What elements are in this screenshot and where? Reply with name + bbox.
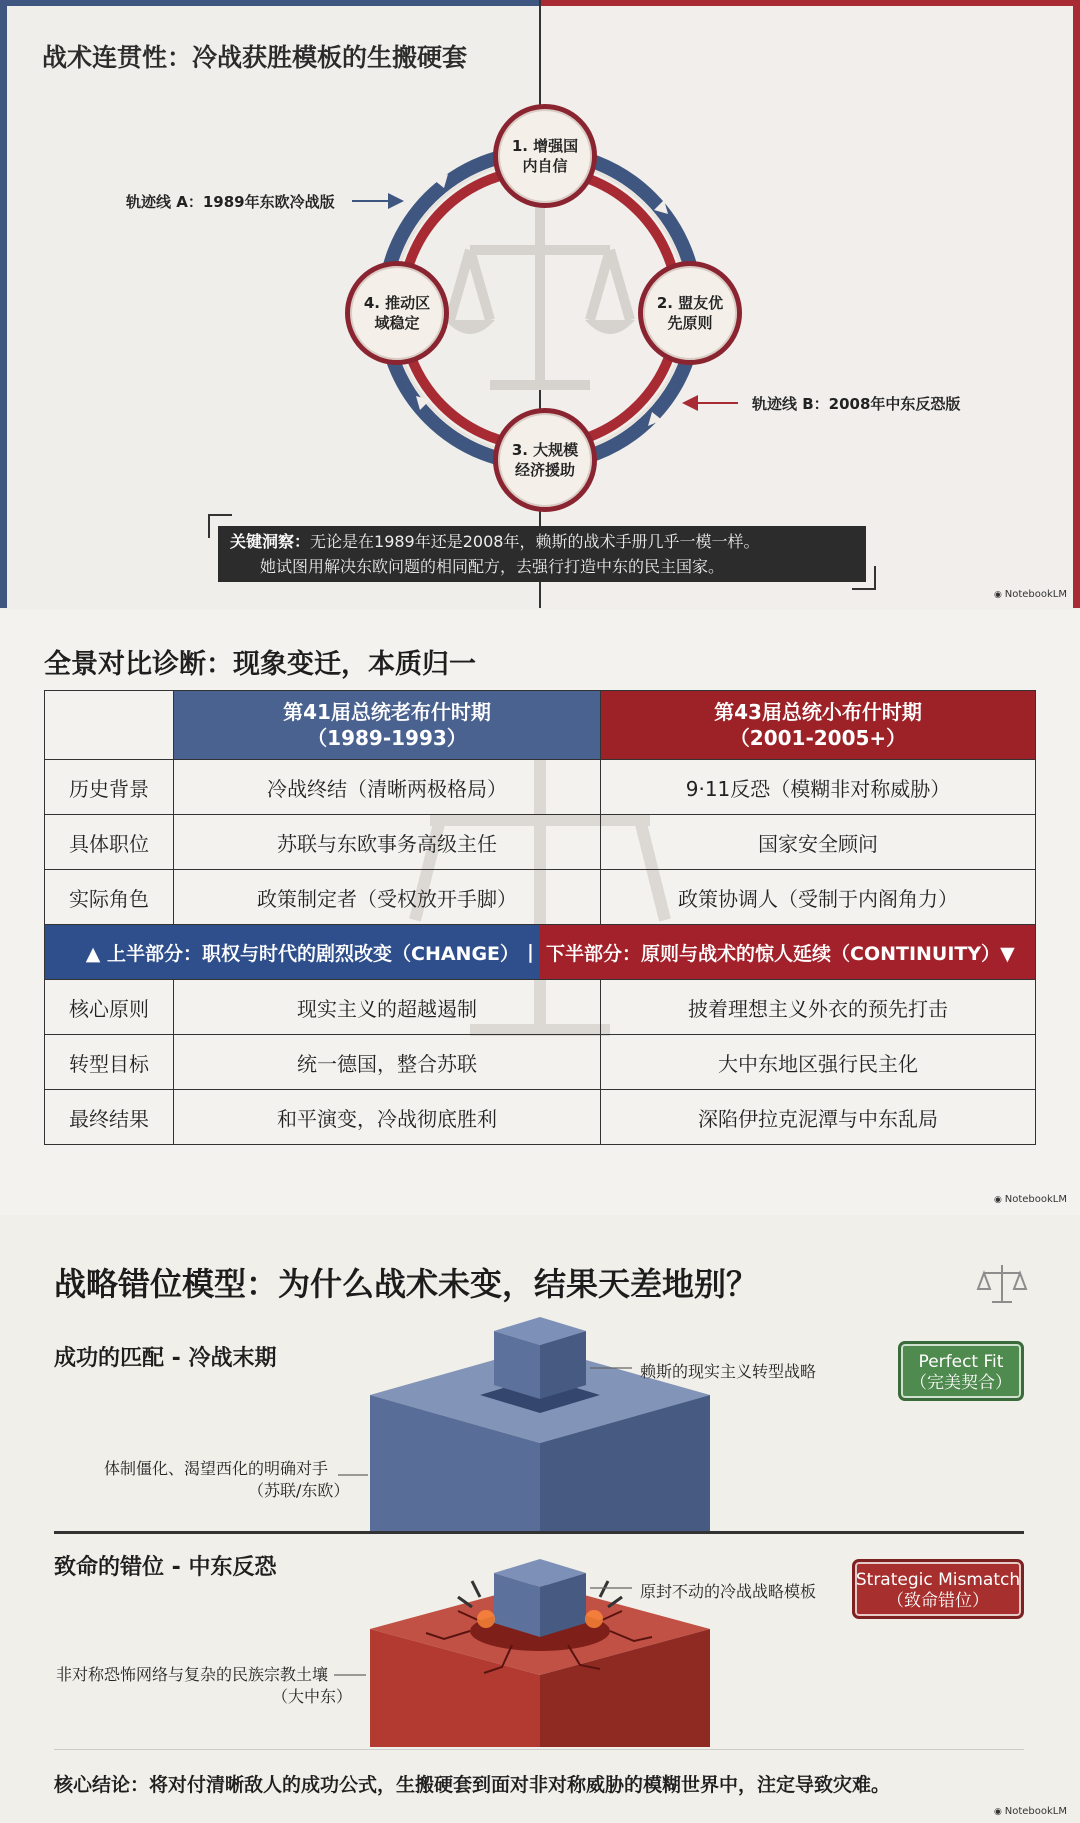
slide-panoramic-comparison	[0, 610, 1080, 1215]
insight-line-1: 无论是在1989年还是2008年，赖斯的战术手册几乎一模一样。	[310, 532, 760, 551]
mismatch-blocks	[0, 1217, 1080, 1823]
table-corner-cell	[45, 691, 174, 760]
col-right-title: 第43届总统小布什时期	[714, 700, 922, 724]
table-row	[45, 980, 1036, 1035]
badge-mis-sub: （致命错位）	[887, 1591, 989, 1611]
cell-left: 政策制定者（受权放开手脚）	[174, 870, 601, 925]
cell-right: 政策协调人（受制于内阁角力）	[601, 870, 1036, 925]
cell-right: 9·11反恐（模糊非对称威胁）	[601, 760, 1036, 815]
band-left-text: ▲ 上半部分：职权与时代的剧烈改变（CHANGE）	[85, 942, 520, 965]
row-label: 最终结果	[45, 1090, 174, 1145]
cell-right: 披着理想主义外衣的预先打击	[601, 980, 1036, 1035]
insight-label: 关键洞察：	[230, 532, 311, 551]
top-heading: 成功的匹配 - 冷战末期	[54, 1346, 277, 1371]
table-row	[45, 815, 1036, 870]
slide3-title: 战略错位模型：为什么战术未变，结果天差地别？	[54, 1265, 759, 1303]
slide-strategic-mismatch	[0, 1217, 1080, 1823]
table-row	[45, 1035, 1036, 1090]
band-right	[540, 925, 1035, 979]
cell-right: 国家安全顾问	[601, 815, 1036, 870]
cell-left: 冷战终结（清晰两极格局）	[174, 760, 601, 815]
table-row	[45, 760, 1036, 815]
notebooklm-brand: ◉ NotebookLM	[994, 589, 1067, 600]
insight-line-2: 她试图用解决东欧问题的相同配方，去强行打造中东的民主国家。	[260, 557, 725, 576]
col-header-right	[601, 691, 1036, 760]
cell-left: 统一德国，整合苏联	[174, 1035, 601, 1090]
col-left-period: （1989-1993）	[307, 726, 467, 750]
top-cube-label: 赖斯的现实主义转型战略	[640, 1362, 817, 1381]
cycle-node-3: 3. 大规模经济援助	[493, 408, 597, 512]
slide2-title: 全景对比诊断：现象变迁，本质归一	[44, 649, 476, 680]
conclusion-divider	[54, 1749, 1024, 1750]
band-separator: |	[527, 941, 534, 963]
notebooklm-brand: ◉ NotebookLM	[994, 1194, 1067, 1205]
cell-right: 大中东地区强行民主化	[601, 1035, 1036, 1090]
col-header-left	[174, 691, 601, 760]
comparison-table	[44, 690, 1036, 1145]
track-a-label: 轨迹线 A：1989年东欧冷战版	[126, 193, 335, 211]
table-row	[45, 1090, 1036, 1145]
top-base-label-1: 体制僵化、渴望西化的明确对手	[104, 1459, 329, 1478]
cell-right: 深陷伊拉克泥潭与中东乱局	[601, 1090, 1036, 1145]
col-right-period: （2001-2005+）	[729, 726, 907, 750]
badge-mis-title: Strategic Mismatch	[855, 1570, 1021, 1590]
row-label: 实际角色	[45, 870, 174, 925]
cell-left: 和平演变，冷战彻底胜利	[174, 1090, 601, 1145]
table-row	[45, 870, 1036, 925]
badge-fit-title: Perfect Fit	[918, 1352, 1004, 1372]
cell-left: 现实主义的超越遏制	[174, 980, 601, 1035]
track-b-label: 轨迹线 B：2008年中东反恐版	[752, 395, 961, 413]
notebooklm-brand: ◉ NotebookLM	[994, 1806, 1067, 1817]
bottom-heading: 致命的错位 - 中东反恐	[54, 1555, 277, 1580]
slide-tactical-consistency	[0, 0, 1080, 608]
row-label: 核心原则	[45, 980, 174, 1035]
row-label: 转型目标	[45, 1035, 174, 1090]
band-left	[45, 925, 540, 979]
strategic-mismatch-badge	[852, 1559, 1024, 1619]
cycle-node-4: 4. 推动区域稳定	[345, 261, 449, 365]
col-left-title: 第41届总统老布什时期	[283, 700, 491, 724]
cell-left: 苏联与东欧事务高级主任	[174, 815, 601, 870]
bottom-cube-label: 原封不动的冷战战略模板	[640, 1582, 817, 1601]
badge-fit-sub: （完美契合）	[910, 1373, 1012, 1393]
bottom-base-label-2: （大中东）	[272, 1687, 353, 1706]
cycle-node-1: 1. 增强国内自信	[493, 104, 597, 208]
bottom-base-label-1: 非对称恐怖网络与复杂的民族宗教土壤	[56, 1665, 329, 1684]
key-insight-box	[218, 526, 866, 582]
cycle-node-2: 2. 盟友优先原则	[638, 261, 742, 365]
core-conclusion: 核心结论：将对付清晰敌人的成功公式，生搬硬套到面对非对称威胁的模糊世界中，注定导致灾难。	[54, 1774, 891, 1796]
band-right-text: 下半部分：原则与战术的惊人延续（CONTINUITY）▼	[546, 942, 1015, 965]
slide1-title: 战术连贯性：冷战获胜模板的生搬硬套	[42, 43, 468, 72]
row-label: 历史背景	[45, 760, 174, 815]
row-label: 具体职位	[45, 815, 174, 870]
top-base-label-2: （苏联/东欧）	[248, 1481, 350, 1500]
divider-band	[45, 925, 1036, 980]
